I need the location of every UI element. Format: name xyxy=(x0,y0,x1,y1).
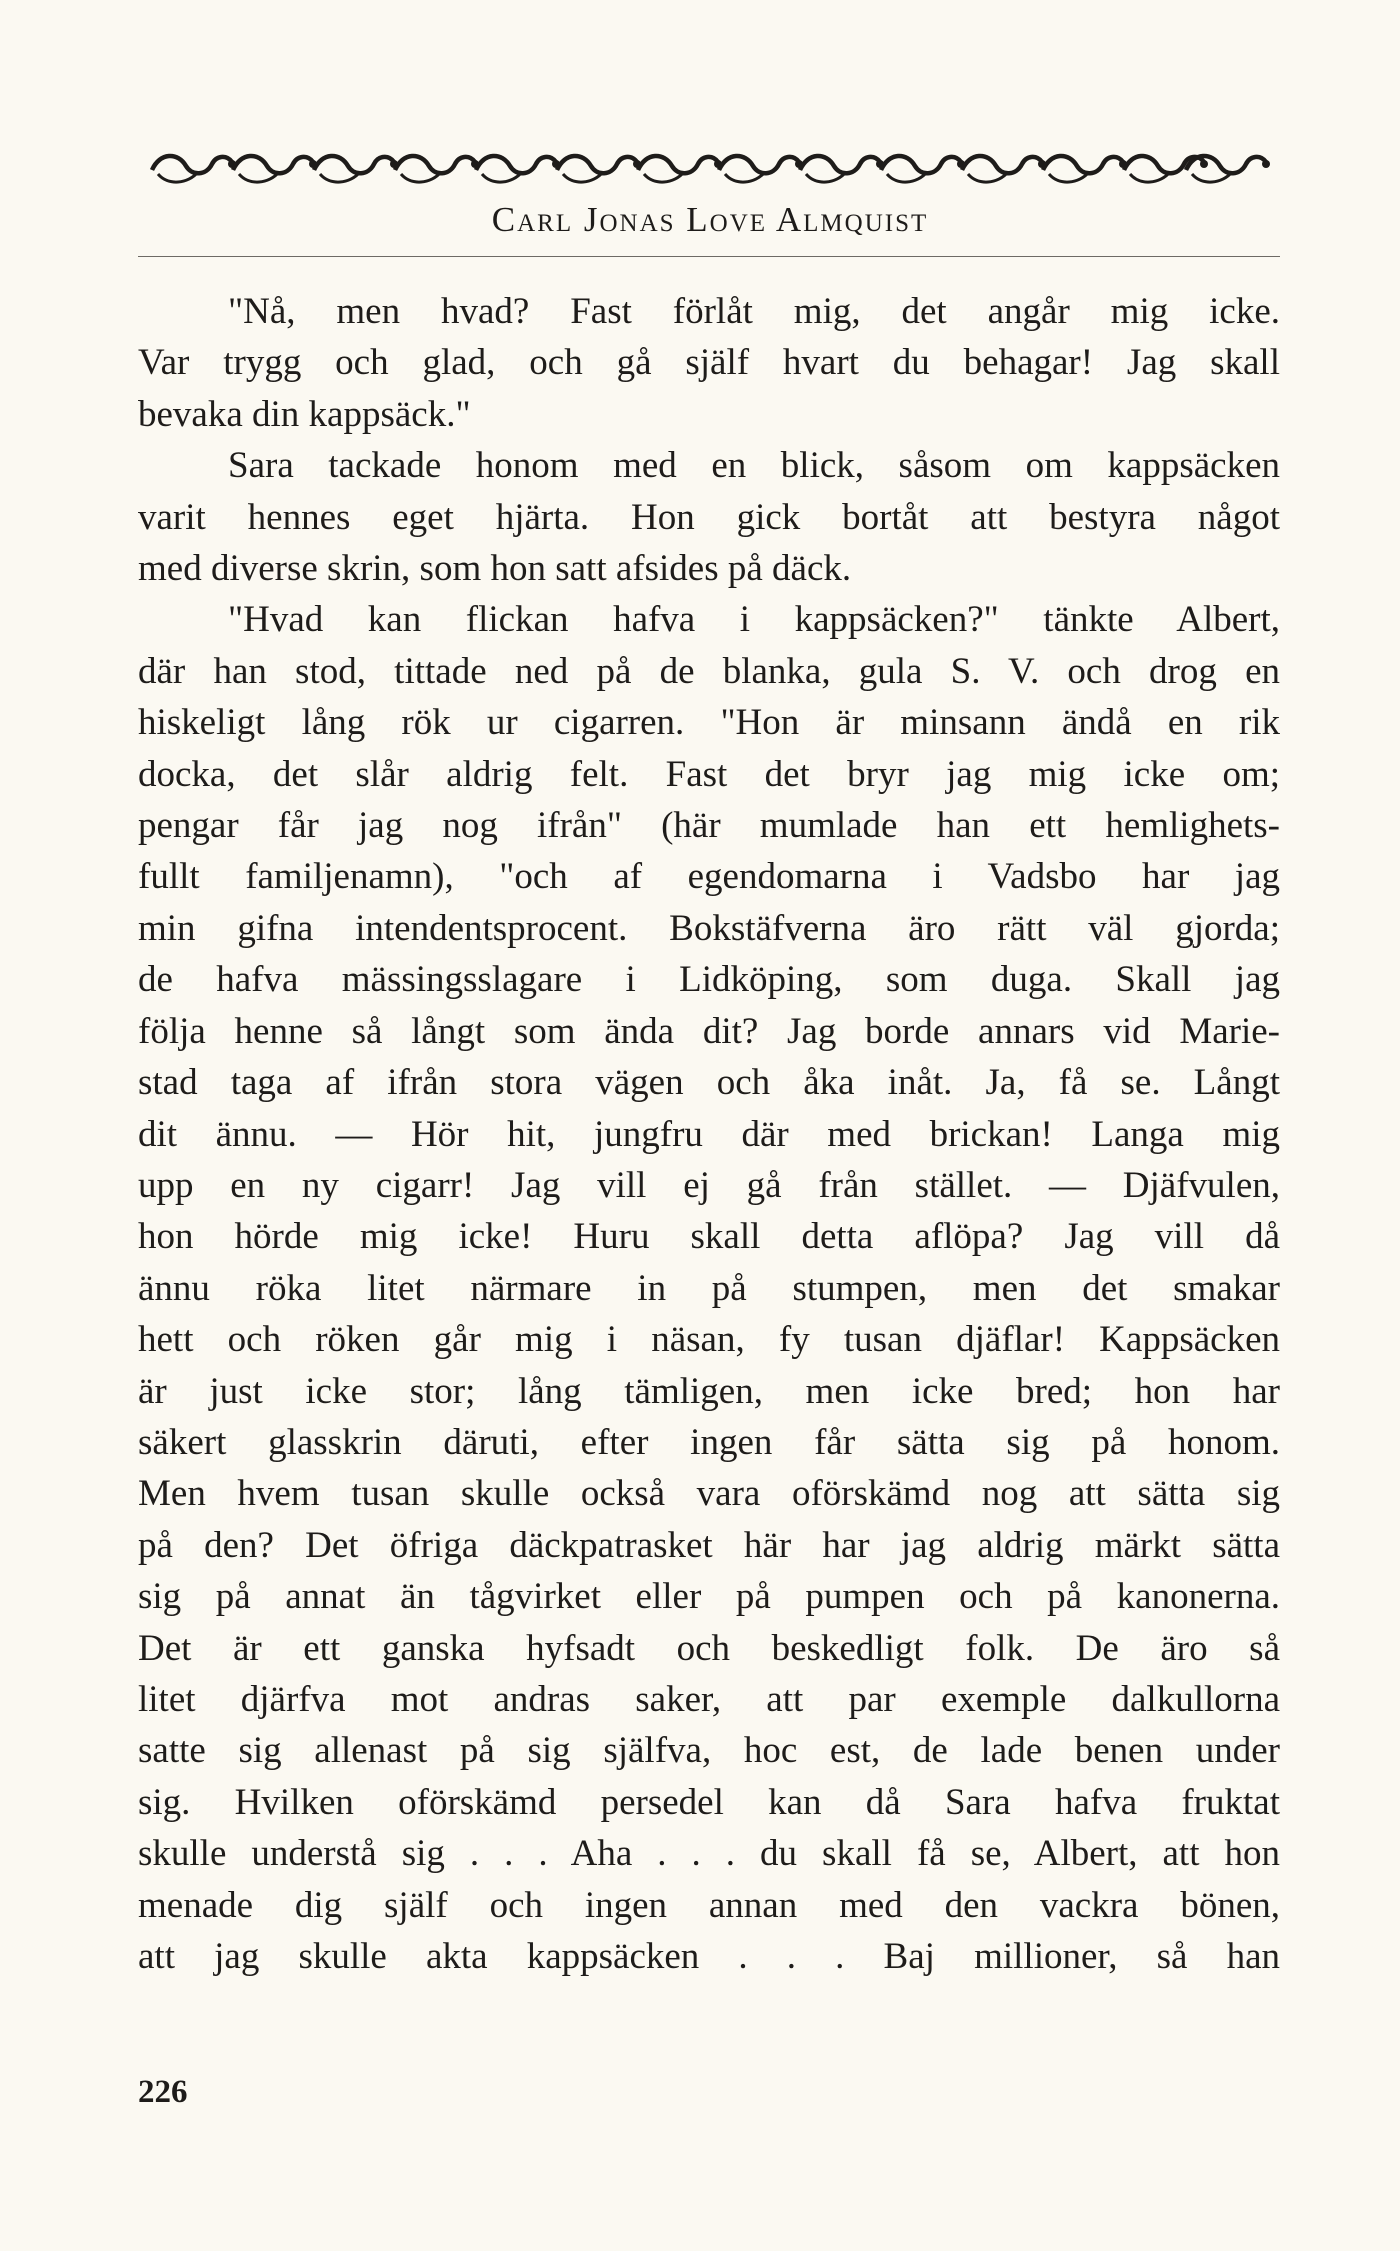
text-line: att jag skulle akta kappsäcken . . . Baj millioner, så han xyxy=(138,1936,1280,1977)
text-line: sig. Hvilken oförskämd persedel kan då Sara hafva fruktat xyxy=(138,1781,1280,1823)
running-head-author: Carl Jonas Love Almquist xyxy=(491,200,929,239)
text-line: de hafva mässingsslagare i Lidköping, som duga. Skall jag xyxy=(138,959,1280,1001)
text-line: skulle understå sig . . . Aha . . . du skall få se, Albert, att hon xyxy=(138,1833,1280,1875)
text-line: ännu röka litet närmare in på stumpen, men det smakar xyxy=(138,1267,1280,1309)
paragraph xyxy=(138,594,1280,1982)
text-line: Sara tackade honom med en blick, såsom om kappsäcken xyxy=(228,445,1280,487)
text-line: varit hennes eget hjärta. Hon gick bortåt att bestyra något xyxy=(138,496,1280,538)
text-line: med diverse skrin, som hon satt afsides på däck. xyxy=(138,548,852,590)
text-line: där han stod, tittade ned på de blanka, gula S. V. och drog en xyxy=(138,650,1280,692)
text-line: säkert glasskrin däruti, efter ingen får sätta sig på honom. xyxy=(138,1421,1280,1463)
text-line: hiskeligt lång rök ur cigarren. "Hon är minsann ändå en rik xyxy=(138,702,1280,744)
text-line: hett och röken går mig i näsan, fy tusan djäflar! Kappsäcken xyxy=(138,1319,1280,1361)
text-line: menade dig själf och ingen annan med den vackra bönen, xyxy=(138,1884,1280,1926)
text-line: upp en ny cigarr! Jag vill ej gå från stället. — Djäfvulen, xyxy=(138,1164,1280,1206)
text-line: bevaka din kappsäck." xyxy=(138,393,471,435)
text-line: docka, det slår aldrig felt. Fast det bryr jag mig icke om; xyxy=(138,753,1280,795)
text-line: på den? Det öfriga däckpatrasket här har jag aldrig märkt sätta xyxy=(138,1524,1280,1566)
text-line: litet djärfva mot andras saker, att par exemple dalkullorna xyxy=(138,1678,1280,1720)
text-line: min gifna intendentsprocent. Bokstäfverna äro rätt väl gjorda; xyxy=(138,907,1280,949)
decorative-border-ornament xyxy=(148,140,1270,192)
header-rule xyxy=(138,256,1280,257)
text-line: Var trygg och glad, och gå själf hvart du behagar! Jag skall xyxy=(138,342,1280,384)
text-line: pengar får jag nog ifrån" (här mumlade han ett hemlighets- xyxy=(138,805,1280,847)
text-line: "Nå, men hvad? Fast förlåt mig, det angår mig icke. xyxy=(228,291,1280,332)
text-line: stad taga af ifrån stora vägen och åka inåt. Ja, få se. Långt xyxy=(138,1062,1280,1104)
page-number: 226 xyxy=(138,2074,188,2110)
text-line: "Hvad kan flickan hafva i kappsäcken?" tänkte Albert, xyxy=(228,599,1280,641)
text-line: Det är ett ganska hyfsadt och beskedligt folk. De äro så xyxy=(138,1627,1280,1669)
paragraph xyxy=(138,440,1280,594)
text-line: satte sig allenast på sig själfva, hoc est, de lade benen under xyxy=(138,1730,1280,1772)
body-text xyxy=(138,286,1280,1982)
text-line: sig på annat än tågvirket eller på pumpen och på kanonerna. xyxy=(138,1576,1280,1618)
text-line: hon hörde mig icke! Huru skall detta aflöpa? Jag vill då xyxy=(138,1216,1280,1258)
text-line: är just icke stor; lång tämligen, men icke bred; hon har xyxy=(138,1370,1280,1412)
paragraph xyxy=(138,286,1280,440)
text-line: fullt familjenamn), "och af egendomarna i Vadsbo har jag xyxy=(138,856,1280,898)
text-line: följa henne så långt som ända dit? Jag borde annars vid Marie- xyxy=(138,1010,1280,1052)
text-line: dit ännu. — Hör hit, jungfru där med brickan! Langa mig xyxy=(138,1113,1280,1155)
text-line: Men hvem tusan skulle också vara oförskämd nog att sätta sig xyxy=(138,1473,1280,1515)
